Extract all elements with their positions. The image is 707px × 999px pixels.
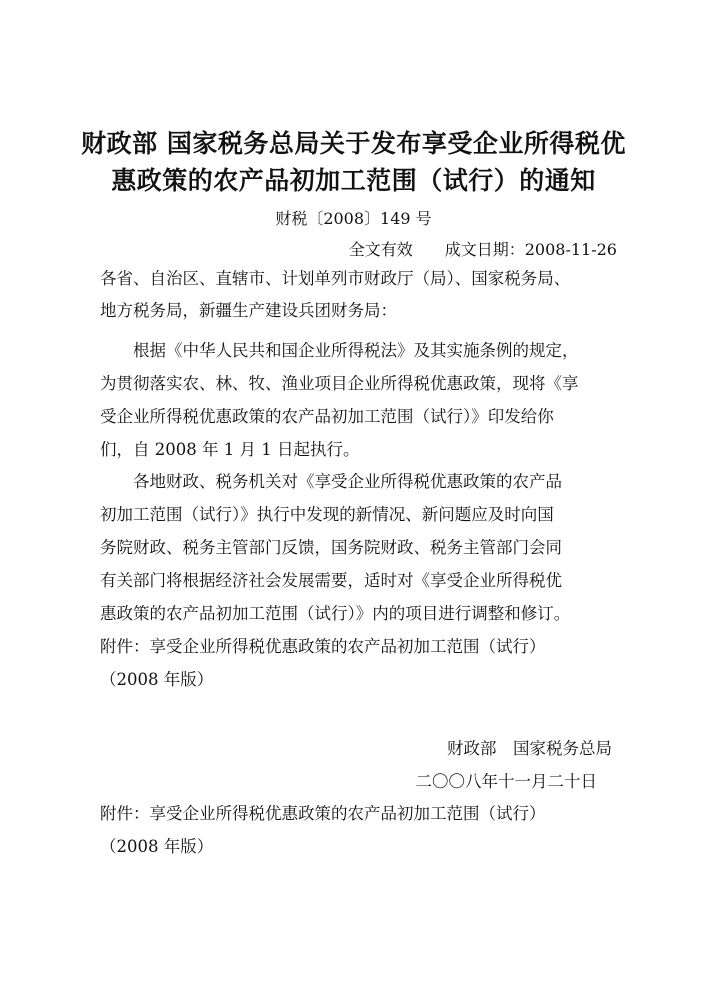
paragraph1-line: 为贯彻落实农、林、牧、渔业项目企业所得税优惠政策，现将《享 [100, 374, 579, 393]
document-title-line1: 财政部 国家税务总局关于发布享受企业所得税优 [81, 129, 626, 158]
paragraph1-line: 根据《中华人民共和国企业所得税法》及其实施条例的规定， [100, 341, 579, 360]
status-and-date: 全文有效 成文日期：2008-11-26 [348, 240, 617, 259]
sign-date: 二〇〇八年十一月二十日 [415, 772, 597, 791]
document-title-line2: 惠政策的农产品初加工范围（试行）的通知 [111, 166, 596, 195]
document-number: 财税〔2008〕149 号 [275, 209, 432, 228]
paragraph2-line: 惠政策的农产品初加工范围（试行）》内的项目进行调整和修订。 [100, 604, 571, 623]
paragraph2-line: 各地财政、税务机关对《享受企业所得税优惠政策的农产品 [100, 472, 562, 491]
attachment-line: （2008 年版） [100, 837, 214, 856]
paragraph2-line: 有关部门将根据经济社会发展需要，适时对《享受企业所得税优 [100, 571, 562, 590]
addressee-line: 各省、自治区、直辖市、计划单列市财政厅（局）、国家税务局、 [100, 269, 571, 288]
signatory: 财政部 国家税务总局 [447, 739, 612, 758]
paragraph1-line: 们，自 2008 年 1 月 1 日起执行。 [100, 440, 360, 459]
attachment-line: 附件：享受企业所得税优惠政策的农产品初加工范围（试行） [100, 804, 546, 823]
paragraph2-line: 初加工范围（试行）》执行中发现的新情况、新问题应及时向国 [100, 505, 554, 524]
addressee-line: 地方税务局，新疆生产建设兵团财务局： [100, 301, 397, 320]
paragraph1-line: 受企业所得税优惠政策的农产品初加工范围（试行）》印发给你 [100, 407, 554, 426]
paragraph2-line: 务院财政、税务主管部门反馈，国务院财政、税务主管部门会同 [100, 538, 562, 557]
attachment-line: 附件：享受企业所得税优惠政策的农产品初加工范围（试行） [100, 637, 546, 656]
attachment-line: （2008 年版） [100, 670, 214, 689]
